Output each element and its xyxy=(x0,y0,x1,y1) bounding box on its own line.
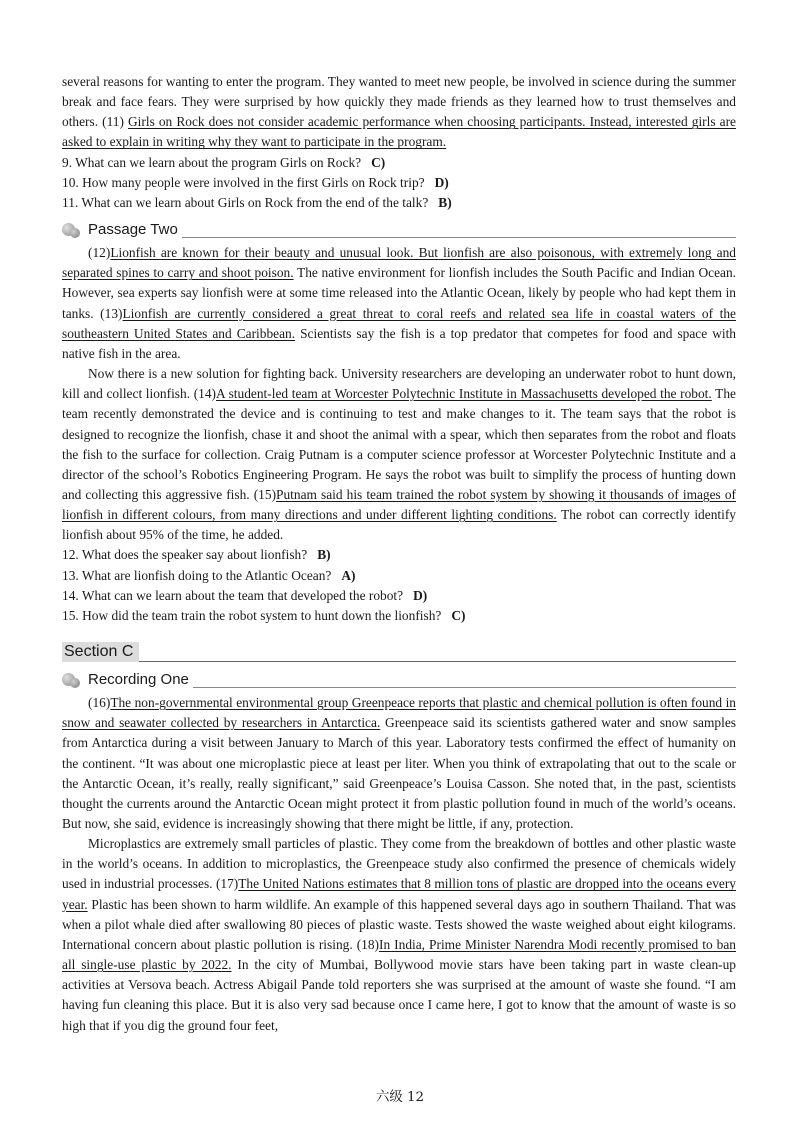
answer-9: C) xyxy=(371,154,386,170)
recording-one-title: Recording One xyxy=(88,670,189,688)
bullet-icon xyxy=(62,671,82,687)
underlined-answer-16: The non-governmental environmental group Greenpeace reports that plastic and chemical pollution is often found in snow and seawater collected by researchers in Antarctica. xyxy=(62,695,736,731)
recording-one-paragraph-1: (16)The non-governmental environmental group Greenpeace reports that plastic and chemical pollution is often found in snow and seawater collected by researchers in Antarctica. Greenpeace said its scientists gathered water and snow samples from Antarctica during a visit between January to March of this year. Laboratory tests confirmed the effect of humanity on the continent. “It was about one microplastic piece at least per liter. When you think of extrapolating that out to the scale or the Antarctic Ocean, it’s really, really significant,” said Greenpeace’s Louisa Casson. She noted that, in the past, scientists thought the currents around the Antarctic Ocean might protect it from plastic pollution found in much of the world’s oceans. But now, she said, evidence is increasingly showing that there might be little, if any, protection. xyxy=(62,695,736,831)
question-10: 10. How many people were involved in the first Girls on Rock trip? D) xyxy=(62,174,449,190)
question-9: 9. What can we learn about the program Girls on Rock? C) xyxy=(62,154,386,170)
underlined-answer-17: The United Nations estimates that 8 million tons of plastic are dropped into the oceans every year. xyxy=(62,876,736,912)
recording-one-paragraph-2: Microplastics are extremely small particles of plastic. They come from the breakdown of bottles and other plastic waste in the world’s oceans. In addition to microplastics, the Greenpeace study also confirmed the presence of chemicals widely used in industrial processes. (17)The United Nations estimates that 8 million tons of plastic are dropped into the oceans every year. Plastic has been shown to harm wildlife. An example of this happened several days ago in southern Thailand. That was when a pilot whale died after swallowing 80 pieces of plastic waste. Tests showed the waste weighed about eight kilograms. International concern about plastic pollution is rising. (18)In India, Prime Minister Narendra Modi recently promised to ban all single-use plastic by 2022. In the city of Mumbai, Bollywood movie stars have been taking part in waste clean-up activities at Versova beach. Actress Abigail Pande told reporters she was surprised at the amount of waste she found. “I am having fun cleaning this place. But it is also very sad because once I came here, I got to know that the amount of waste is so high that if you dig the ground four feet, xyxy=(62,836,736,1033)
underlined-answer-18: In India, Prime Minister Narendra Modi recently promised to ban all single-use plastic by 2022. xyxy=(62,936,736,973)
passage-two-paragraph-1: (12)Lionfish are known for their beauty and unusual look. But lionfish are also poisonous, with extremely long and separated spines to carry and shoot poison. The native environment for lionfish includes the South Pacific and Indian Ocean. However, sea experts say lionfish were at some time released into the Atlantic Ocean, likely by people who had kept them in tanks. (13)Lionfish are currently considered a great threat to coral reefs and related sea life in coastal waters of the southeastern United States and Caribbean. Scientists say the fish is a top predator that competes for food and space with native fish in the area. xyxy=(62,245,736,361)
section-c-heading xyxy=(62,640,736,662)
question-12: 12. What does the speaker say about lionfish? B) xyxy=(62,547,331,563)
question-list-a xyxy=(62,153,736,213)
answer-12: B) xyxy=(317,547,331,563)
question-11: 11. What can we learn about Girls on Rock from the end of the talk? B) xyxy=(62,194,452,210)
question-list-b xyxy=(62,545,736,626)
underlined-answer-15: Putnam said his team trained the robot system by showing it thousands of images of lionfish in different colours, from many directions and under different lighting conditions. xyxy=(62,486,736,523)
answer-10: D) xyxy=(434,174,449,190)
question-15: 15. How did the team train the robot system to hunt down the lionfish? C) xyxy=(62,607,466,623)
section-c-title: Section C xyxy=(62,642,139,662)
answer-13: A) xyxy=(341,567,356,583)
passage-two-heading xyxy=(62,218,736,240)
section-rule xyxy=(139,661,736,662)
passage-one-tail xyxy=(62,72,736,153)
question-14: 14. What can we learn about the team that developed the robot? D) xyxy=(62,587,428,603)
underlined-answer-12: Lionfish are known for their beauty and unusual look. But lionfish are also poisonous, with extremely long and separated spines to carry and shoot poison. xyxy=(62,245,736,281)
underlined-answer-13: Lionfish are currently considered a great threat to coral reefs and related sea life in coastal waters of the southeastern United States and Caribbean. xyxy=(62,305,736,341)
answer-15: C) xyxy=(451,607,466,623)
passage-two-title: Passage Two xyxy=(88,220,178,238)
heading-rule xyxy=(193,687,736,688)
body-text: several reasons for wanting to enter the program. They wanted to meet new people, be involved in science during the summer break and face fears. They were surprised by how quickly they made friends as they learned how to trust themselves and others. (11) xyxy=(62,74,736,130)
underlined-answer-11: Girls on Rock does not consider academic performance when choosing participants. Instead, interested girls are asked to explain in writing why they want to participate in the program. xyxy=(62,114,736,150)
question-13: 13. What are lionfish doing to the Atlantic Ocean? A) xyxy=(62,567,356,583)
heading-rule xyxy=(182,237,736,238)
answer-11: B) xyxy=(438,194,452,210)
passage-two-paragraph-2: Now there is a new solution for fighting back. University researchers are developing an underwater robot to hunt down, kill and collect lionfish. (14)A student-led team at Worcester Polytechnic Institute in Massachusetts developed the robot. The team recently demonstrated the device and is continuing to test and make changes to it. The team says that the robot is designed to recognize the lionfish, chase it and shoot the animal with a spear, which then separates from the robot and floats the fish to the surface for collection. Craig Putnam is a computer science professor at Worcester Polytechnic Institute and a director of the school’s Robotics Engineering Program. He says the robot was built to simplify the process of hunting down and collecting this aggressive fish. (15)Putnam said his team trained the robot system by showing it thousands of images of lionfish in different colours, from many directions and under different lighting conditions. The robot can correctly identify lionfish about 95% of the time, he added. xyxy=(62,366,736,543)
document-page xyxy=(62,72,736,1036)
answer-14: D) xyxy=(413,587,428,603)
bullet-icon xyxy=(62,221,82,237)
recording-one-heading xyxy=(62,668,736,690)
underlined-answer-14: A student-led team at Worcester Polytechnic Institute in Massachusetts developed the robot. xyxy=(216,386,712,402)
page-footer: 六级 12 xyxy=(375,1090,425,1105)
